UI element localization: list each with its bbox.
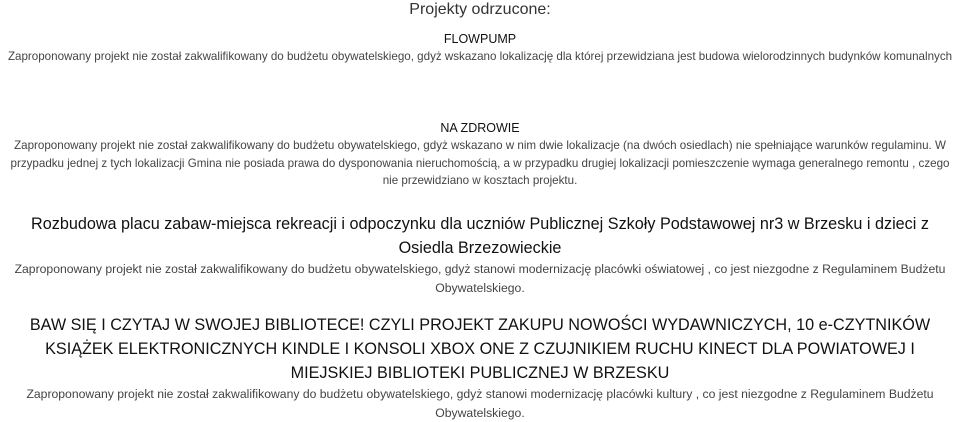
rejection-reason: Zaproponowany projekt nie został zakwalifikowany do budżetu obywatelskiego, gdyż stanowi modernizację placówki kultury , co jest niezgodne z Regulaminem Budżetu Obywatelskiego. [26, 387, 934, 420]
page-title: Projekty odrzucone: [409, 1, 551, 18]
project-name: FLOWPUMP [443, 32, 517, 46]
project-name: Rozbudowa placu zabaw-miejsca rekreacji i odpoczynku dla uczniów Publicznej Szkoły Podstawowej nr3 w Brzesku i dzieci z Osiedla Brzezowieckie [31, 215, 929, 257]
rejection-reason: Zaproponowany projekt nie został zakwalifikowany do budżetu obywatelskiego, gdyż wskazano w nim dwie lokalizacje (na dwóch osiedlach) nie spełniające warunków regulaminu. W przypadku jednej z tych lokalizacji Gmina nie posiada prawa do dysponowania nieruchomością, a w przypadku drugiej lokalizacji pomieszczenie wymaga generalnego remontu , czego nie przewidziano w kosztach projektu. [10, 139, 950, 187]
project-name: BAW SIĘ I CZYTAJ W SWOJEJ BIBLIOTECE! CZYLI PROJEKT ZAKUPU NOWOŚCI WYDAWNICZYCH, 10 e-CZYTNIKÓW KSIĄŻEK ELEKTRONICZNYCH KINDLE I KONSOLI XBOX ONE Z CZUJNIKIEM RUCHU KINECT DLA POWIATOWEJ I MIEJSKIEJ BIBLIOTEKI PUBLICZNEJ W BRZESKU [29, 316, 931, 382]
rejected-project-plac-zabaw [0, 212, 960, 297]
rejection-reason: Zaproponowany projekt nie został zakwalifikowany do budżetu obywatelskiego, gdyż wskazano lokalizację dla której przewidziana jest budowa wielorodzinnych budynków komunalnych [7, 50, 953, 63]
rejected-project-na-zdrowie [0, 119, 960, 190]
project-name: NA ZDROWIE [440, 121, 520, 135]
rejected-project-biblioteka [0, 313, 960, 422]
rejection-reason: Zaproponowany projekt nie został zakwalifikowany do budżetu obywatelskiego, gdyż stanowi modernizację placówki oświatowej , co jest niezgodne z Regulaminem Budżetu Obywatelskiego. [14, 262, 946, 295]
rejected-project-flowpump [0, 30, 960, 66]
